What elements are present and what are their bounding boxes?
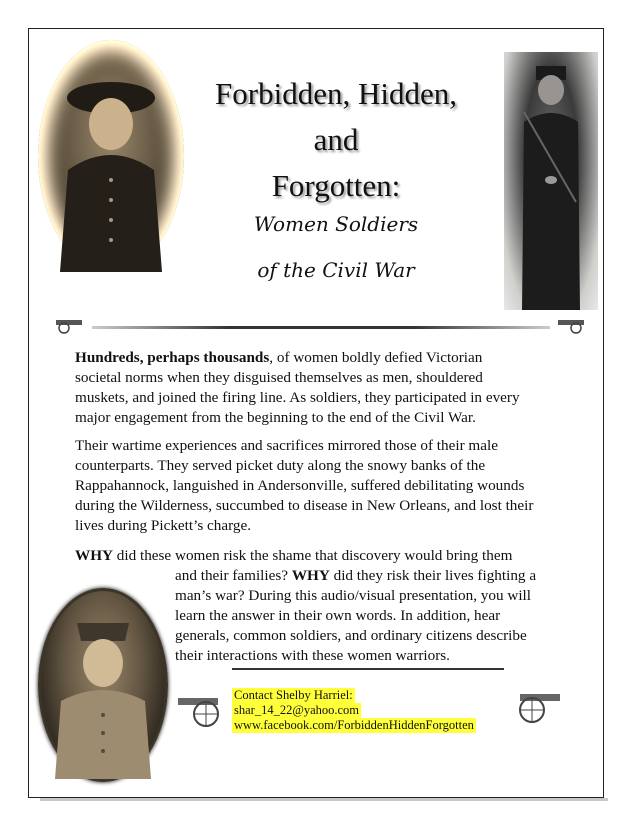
p2-line-5: lives during Pickett’s charge. [75,517,252,534]
why-emphasis-2: WHY [291,567,330,584]
intro-emphasis: Hundreds, perhaps thousands [75,349,270,366]
p1-line-3: muskets, and joined the firing line. As soldiers, they participated in every [75,389,520,406]
portrait-woman-soldier-1 [38,40,184,272]
p3-line-1: did these women risk the shame that discovery would bring them [112,547,513,564]
p3-line-6: their interactions with these women warriors. [175,647,450,664]
p1-line-2: societal norms when they disguised themselves as men, shouldered [75,369,483,386]
subtitle-line-2: of the Civil War [257,258,415,282]
portrait-woman-soldier-2 [38,588,168,782]
contact-block [232,688,476,733]
title-line-1: Forbidden, Hidden, [215,76,457,111]
cannon-icon-left [52,316,88,334]
title-line-2: and [313,122,359,157]
why-emphasis-1: WHY [75,547,113,564]
contact-name: Contact Shelby Harriel: [234,688,353,702]
paragraph-intro [75,348,555,428]
cannon-icon-right [552,316,588,334]
p3-line-3: man’s war? During this audio/visual presentation, you will [175,587,532,604]
portrait-soldier-standing [504,52,598,310]
subtitle-line-1: Women Soldiers [253,212,419,236]
portrait-figure-1 [38,40,184,272]
p2-line-3: Rappahannock, languished in Andersonville, suffered debilitating wounds [75,477,525,494]
p2-line-4: during the Wilderness, succumbed to disease in New Orleans, and lost their [75,497,534,514]
p1-line-4: major engagement from the beginning to the end of the Civil War. [75,409,476,426]
title-line-3: Forgotten: [271,168,401,203]
cannon-icon-contact-left [172,690,228,730]
contact-facebook-link[interactable]: www.facebook.com/ForbiddenHiddenForgotten [234,718,474,732]
paragraph-why-line-1 [75,546,555,566]
title-divider [92,326,550,329]
p3-line-2b: did they risk their lives fighting a [329,567,537,584]
p2-line-2: counterparts. They served picket duty along the snowy banks of the [75,457,486,474]
p3-line-2a: and their families? [175,567,292,584]
p1-line-1: , of women boldly defied Victorian [269,349,483,366]
paragraph-why-rest [175,566,575,666]
page-shadow [40,798,608,801]
portrait-figure-2 [504,52,598,310]
p3-line-4: learn the answer in their own words. In addition, hear [175,607,501,624]
contact-email[interactable]: shar_14_22@yahoo.com [234,703,360,717]
p2-line-1: Their wartime experiences and sacrifices mirrored those of their male [75,437,498,454]
contact-divider [232,668,504,670]
p3-line-5: generals, common soldiers, and ordinary citizens describe [175,627,527,644]
paragraph-experiences [75,436,555,536]
cannon-icon-contact-right [510,686,566,726]
portrait-figure-3 [41,591,165,779]
